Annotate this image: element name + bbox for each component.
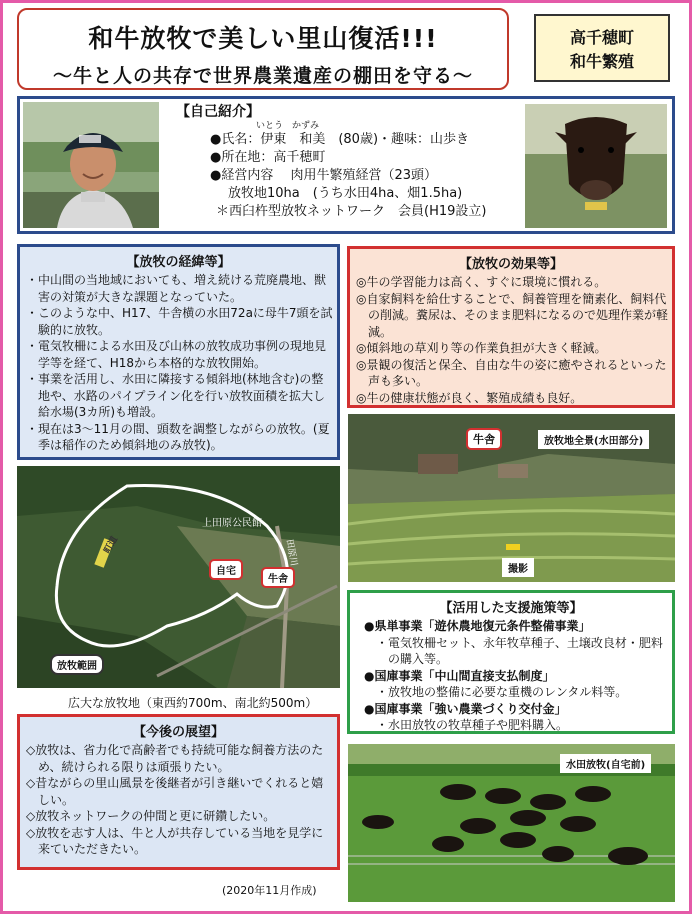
profile-land: 放牧地10ha (うち水田4ha、畑1.5ha) [228,186,463,201]
future-panel [17,714,340,870]
name-reading: いとう かずみ [256,121,320,131]
future-item: ◇昔ながらの里山風景を後継者が引き継いでくれると嬉しい。 [26,776,324,807]
effects-item: ◎自家飼料を給仕することで、飼養管理を簡素化、飼料代の削減。糞尿は、そのまま肥料になるので処理作業が軽減。 [356,291,669,339]
panorama-photo [348,414,675,582]
support-list [350,618,672,734]
panorama-shot-label: 撮影 [502,558,534,577]
effects-item: ◎傾斜地の草刈り等の作業負担が大きく軽減。 [356,341,607,355]
effects-item: ◎景観の復活と保全、自由な牛の姿に癒やされるといった声も多い。 [356,357,667,388]
paddy-grazing-photo [348,744,675,902]
map-barn-label: 牛舎 [261,567,295,588]
map-river-label: 田原川 [283,538,299,567]
creation-date: (2020年11月作成) [222,884,317,897]
region-tag-town: 高千穂町 [569,28,634,47]
history-item: ・現在は3～11月の間、頭数を調整しながらの放牧。(夏季は稲作のため傾斜地のみ放牧)。 [26,421,330,452]
history-panel [17,244,340,460]
paddy-photo-label: 水田放牧(自宅前) [560,754,651,773]
map-range-label: 放牧範囲 [50,654,104,675]
support-panel [347,590,675,734]
cow-portrait-photo [525,104,667,228]
profile-heading: 【自己紹介】 [176,104,260,120]
future-item: ◇放牧を志す人は、牛と人が共存している当地を見学に来ていただきたい。 [26,825,324,856]
page-title: 和牛放牧で美しい里山復活!!! [88,24,438,53]
history-list [20,272,337,454]
map-road-label: 町道 [102,534,121,556]
profile-network: ＊西臼杵型放牧ネットワーク 会員(H19設立) [216,204,487,219]
profile-panel [17,96,675,234]
region-tag [534,14,670,82]
support-item: ・水田放牧の牧草種子や肥料購入。 [376,718,569,732]
map-home-label: 自宅 [209,559,243,580]
future-heading: 【今後の展望】 [132,725,224,740]
effects-list [350,274,672,406]
future-list [20,742,337,858]
history-item: ・電気牧柵による水田及び山林の放牧成功事例の現地見学等を経て、H18から本格的な放牧開始。 [26,339,327,370]
support-heading: 【活用した支援施策等】 [439,601,583,616]
support-item: ●国庫事業「中山間直接支払制度」 [364,668,555,683]
page-subtitle: ～牛と人の共存で世界農業遺産の棚田を守る～ [52,65,473,87]
support-item: ・電気牧柵セット、永年牧草種子、土壌改良材・肥料の購入等。 [376,635,663,666]
map-shelter-label: 上田原公民館 [202,518,262,529]
history-item: ・事業を活用し、水田に隣接する傾斜地(林地含む)の整地や、水路のパイプライン化を行い放牧面積を拡大し給水場(3カ所)も増設。 [26,372,326,419]
farmer-portrait-photo [23,102,159,228]
profile-business: ●経営内容 肉用牛繁殖経営（23頭） [210,168,438,183]
panorama-title-label: 放牧地全景(水田部分) [538,430,649,449]
region-tag-type: 和牛繁殖 [569,52,634,71]
future-item: ◇放牧は、省力化で高齢者でも持続可能な飼養方法のため、続けられる限りは頑張りたい。 [26,743,324,774]
camera-marker-icon [506,544,520,550]
profile-text [176,103,536,221]
profile-name: ●氏名：伊東 和美 (80歳)・趣味：山歩き [210,132,470,147]
support-item: ●県単事業「遊休農地復元条件整備事業」 [364,619,591,633]
effects-heading: 【放牧の効果等】 [458,257,563,272]
profile-address: ●所在地：高千穂町 [210,150,326,165]
panorama-barn-label: 牛舎 [466,428,502,450]
future-item: ◇放牧ネットワークの仲間と更に研鑽したい。 [26,809,276,823]
effects-item: ◎牛の健康状態が良く、繁殖成績も良好。 [356,390,583,405]
support-item: ・放牧地の整備に必要な重機のレンタル料等。 [376,685,628,699]
title-box [17,8,509,90]
history-heading: 【放牧の経緯等】 [126,255,231,270]
history-item: ・中山間の当地域においても、増え続ける荒廃農地、獣害の対策が大きな課題となっていた。 [26,273,327,304]
support-item: ●国庫事業「強い農業づくり交付金」 [364,701,567,716]
map-caption: 広大な放牧地（東西約700m、南北約500m） [68,696,318,710]
history-item: ・このような中、H17、牛舎横の水田72aに母牛7頭を試験的に放牧。 [26,306,333,337]
aerial-map [17,466,340,688]
effects-item: ◎牛の学習能力は高く、すぐに環境に慣れる。 [356,275,607,289]
effects-panel [347,246,675,408]
